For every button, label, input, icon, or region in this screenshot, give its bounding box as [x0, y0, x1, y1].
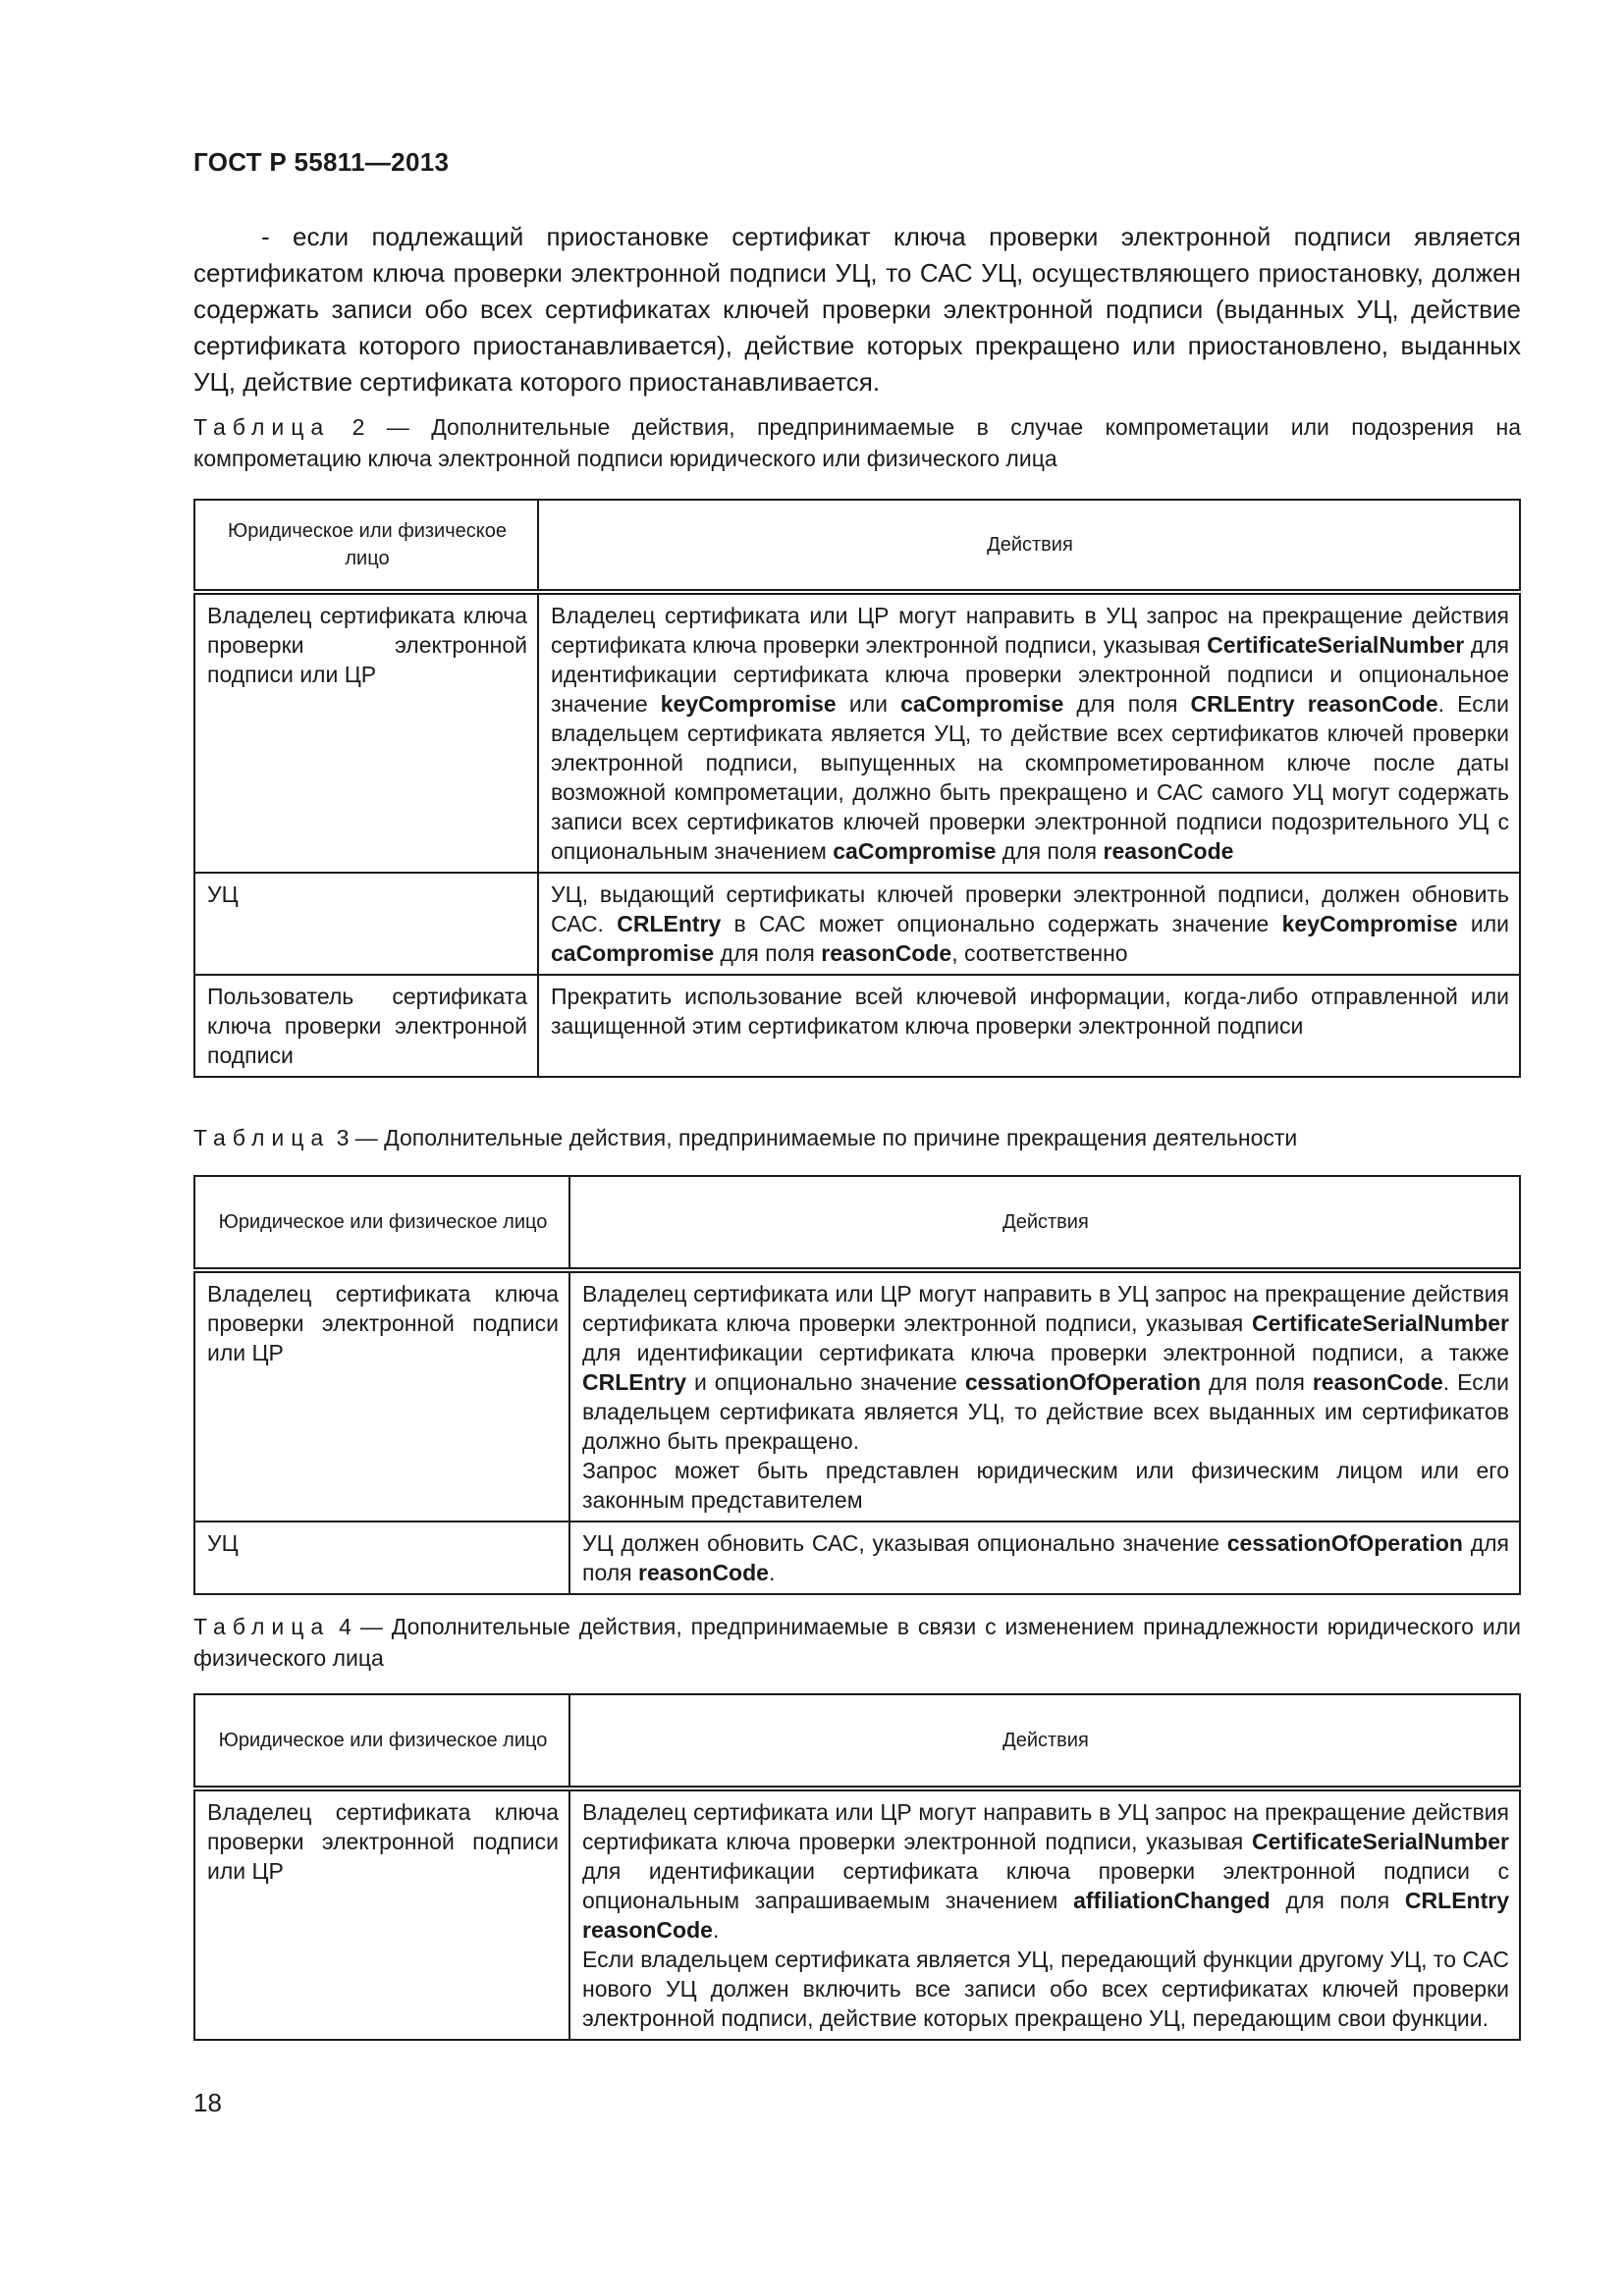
table4: [193, 1693, 1521, 2041]
table2-col1-header: Юридическое или физическое лицо: [194, 500, 538, 592]
table3: [193, 1175, 1521, 1595]
table-row: [194, 873, 1520, 975]
table2-row3-action: Прекратить использование всей ключевой информации, когда-либо отправленной или защищенной этим сертификатом ключа проверки электронной подписи: [538, 975, 1520, 1077]
table-row: [194, 1789, 1520, 2040]
document-header: ГОСТ Р 55811—2013: [193, 147, 450, 177]
table3-caption-label: Таблица: [193, 1125, 331, 1150]
table2-caption-text: 2 — Дополнительные действия, предпринимаемые в случае компрометации или подозрения на компрометацию ключа электронной подписи юридического или физического лица: [193, 414, 1521, 471]
table2-row3-who: Пользователь сертификата ключа проверки электронной подписи: [194, 975, 538, 1077]
table4-header-row: [194, 1694, 1520, 1789]
table4-row1-who: Владелец сертификата ключа проверки электронной подписи или ЦР: [194, 1789, 569, 2040]
table3-row2-who: УЦ: [194, 1522, 569, 1594]
table-row: [194, 1522, 1520, 1594]
table2-row1-action: Владелец сертификата или ЦР могут направить в УЦ запрос на прекращение действия сертификата ключа проверки электронной подписи, указывая CertificateSerialNumber для идентификации сертификата ключа проверки электронной подписи и опциональное значение keyCompromise или caCompromise для поля CRLEntry reasonCode. Если владельцем сертификата является УЦ, то действие всех сертификатов ключей проверки электронной подписи, выпущенных на скомпрометированном ключе после даты возможной компрометации, должно быть прекращено и САС самого УЦ могут содержать записи всех сертификатов ключей проверки электронной подписи подозрительного УЦ с опциональным значением caCompromise для поля reasonCode: [538, 592, 1520, 873]
table-row: [194, 592, 1520, 873]
table3-row2-action: УЦ должен обновить САС, указывая опционально значение cessationOfOperation для поля reasonCode.: [569, 1522, 1520, 1594]
intro-paragraph: - если подлежащий приостановке сертификат ключа проверки электронной подписи является сертификатом ключа проверки электронной подписи УЦ, то САС УЦ, осуществляющего приостановку, должен содержать записи обо всех сертификатах ключей проверки электронной подписи (выданных УЦ, действие сертификата которого приостанавливается), действие которых прекращено или приостановлено, выданных УЦ, действие сертификата которого приостанавливается.: [193, 222, 1521, 397]
table2-col2-header: Действия: [538, 500, 1520, 592]
table4-col2-header: Действия: [569, 1694, 1520, 1789]
table3-col2-header: Действия: [569, 1176, 1520, 1270]
table4-col1-header: Юридическое или физическое лицо: [194, 1694, 569, 1789]
page-number: 18: [193, 2088, 222, 2117]
table2-row1-who: Владелец сертификата ключа проверки электронной подписи или ЦР: [194, 592, 538, 873]
table4-row1-action: Владелец сертификата или ЦР могут направить в УЦ запрос на прекращение действия сертификата ключа проверки электронной подписи, указывая CertificateSerialNumber для идентификации сертификата ключа проверки электронной подписи с опциональным запрашиваемым значением affiliationChanged для поля CRLEntry reasonCode. Если владельцем сертификата является УЦ, передающий функции другому УЦ, то САС нового УЦ должен включить все записи обо всех сертификатах ключей проверки электронной подписи, действие которых прекращено УЦ, передающим свои функции.: [569, 1789, 1520, 2040]
table4-caption-label: Таблица: [193, 1614, 331, 1639]
table3-caption-text: 3 — Дополнительные действия, предпринимаемые по причине прекращения деятельности: [336, 1125, 1298, 1150]
table3-row1-who: Владелец сертификата ключа проверки электронной подписи или ЦР: [194, 1270, 569, 1522]
table-row: [194, 1270, 1520, 1522]
table3-col1-header: Юридическое или физическое лицо: [194, 1176, 569, 1270]
table4-caption: [193, 1611, 1521, 1674]
table3-caption: [193, 1122, 1521, 1153]
table2-caption: [193, 411, 1521, 474]
table3-row1-action: Владелец сертификата или ЦР могут направить в УЦ запрос на прекращение действия сертификата ключа проверки электронной подписи, указывая CertificateSerialNumber для идентификации сертификата ключа проверки электронной подписи, а также CRLEntry и опционально значение cessationOfOperation для поля reasonCode. Если владельцем сертификата является УЦ, то действие всех выданных им сертификатов должно быть прекращено. Запрос может быть представлен юридическим или физическим лицом или его законным представителем: [569, 1270, 1520, 1522]
table3-header-row: [194, 1176, 1520, 1270]
table2-caption-label: Таблица: [193, 414, 331, 440]
table2-row2-action: УЦ, выдающий сертификаты ключей проверки электронной подписи, должен обновить САС. CRLEntry в САС может опционально содержать значение keyCompromise или caCompromise для поля reasonCode, соответственно: [538, 873, 1520, 975]
table2-header-row: [194, 500, 1520, 592]
table4-caption-text: 4 — Дополнительные действия, предпринимаемые в связи с изменением принадлежности юридического или физического лица: [193, 1614, 1522, 1671]
table-row: [194, 975, 1520, 1077]
table2: [193, 499, 1521, 1078]
table2-row2-who: УЦ: [194, 873, 538, 975]
